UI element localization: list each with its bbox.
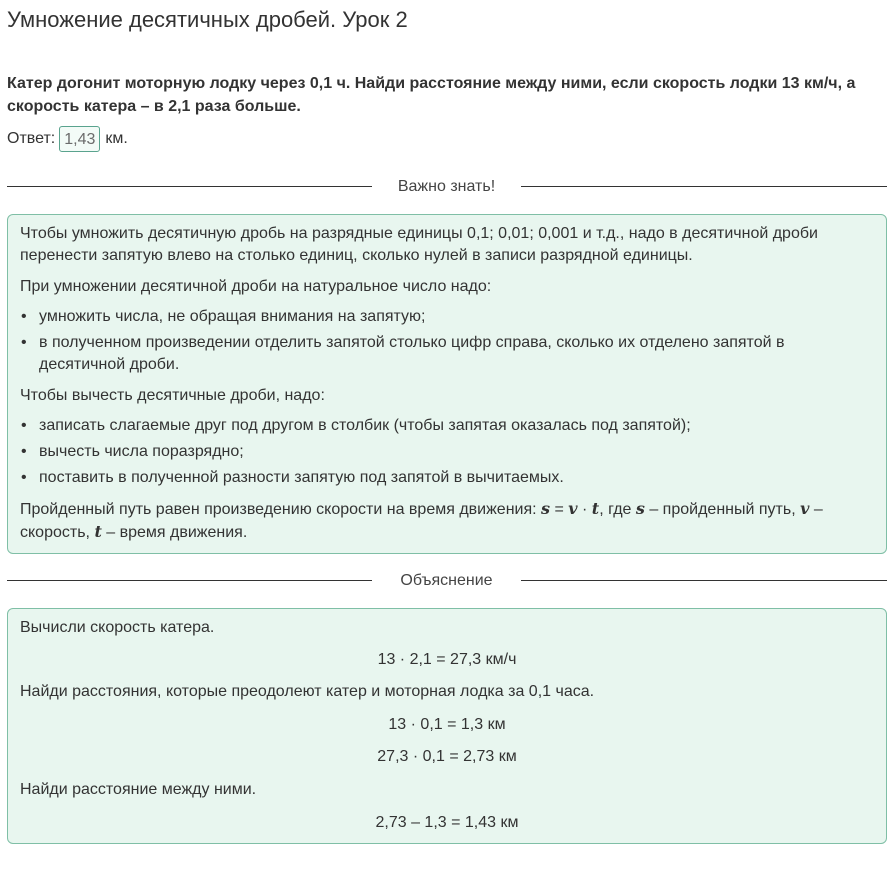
var-t: t <box>94 522 102 541</box>
important-paragraph-4 <box>20 498 874 544</box>
important-paragraph-1: Чтобы умножить десятичную дробь на разрядные единицы 0,1; 0,01; 0,001 и т.д., надо в десятичной дроби перенести запятую влево на столько единиц, сколько нулей в записи разрядной единицы. <box>20 225 818 264</box>
list-item: • в полученном произведении отделить запятой столько цифр справа, сколько их отделено запятой в десятичной дроби. <box>20 332 874 376</box>
divider-line-left <box>7 186 372 187</box>
formula-dot: · <box>577 501 592 518</box>
explanation-step-1: Вычисли скорость катера. <box>20 619 215 636</box>
explanation-step-2: Найди расстояния, которые преодолеют катер и моторная лодка за 0,1 часа. <box>20 683 595 700</box>
explanation-step-3: Найди расстояние между ними. <box>20 781 257 798</box>
subtract-rules-list <box>20 415 874 489</box>
explanation-heading: Объяснение <box>400 572 493 589</box>
important-heading: Важно знать! <box>397 178 496 195</box>
explanation-panel <box>7 608 887 844</box>
formula-text-2: – пройденный путь, <box>644 501 801 518</box>
task-text: Катер догонит моторную лодку через 0,1 ч. Найди расстояние между ними, если скорость лодки 13 км/ч, а скорость катера – в 2,1 раза больше. <box>7 75 856 115</box>
multiply-rules-list <box>20 306 874 376</box>
equation-speed: 13 · 2,1 = 27,3 км/ч <box>377 651 517 668</box>
formula-text-1: , где <box>599 501 636 518</box>
formula-s: s <box>541 499 551 518</box>
list-item: • записать слагаемые друг под другом в столбик (чтобы запятая оказалась под запятой); <box>20 415 874 437</box>
explanation-divider <box>7 571 887 591</box>
formula-intro: Пройденный путь равен произведению скорости на время движения: <box>20 501 542 518</box>
divider-line-right <box>521 186 887 187</box>
var-v: v <box>800 499 810 518</box>
answer-unit: км. <box>105 130 128 147</box>
list-item: • умножить числа, не обращая внимания на запятую; <box>20 306 874 328</box>
formula-text-4: – время движения. <box>101 524 248 541</box>
formula-t: t <box>591 499 600 518</box>
equation-final: 2,73 – 1,3 = 1,43 км <box>375 814 519 831</box>
answer-input[interactable]: 1,43 <box>59 126 100 152</box>
answer-row <box>7 124 128 154</box>
var-s: s <box>635 499 645 518</box>
important-paragraph-2: При умножении десятичной дроби на натуральное число надо: <box>20 278 492 295</box>
important-paragraph-3: Чтобы вычесть десятичные дроби, надо: <box>20 387 325 404</box>
list-item: • поставить в полученной разности запятую под запятой в вычитаемых. <box>20 467 874 489</box>
formula-eq: = <box>550 501 569 518</box>
divider-line-right <box>521 580 887 581</box>
equation-boat-distance: 13 · 0,1 = 1,3 км <box>388 716 506 733</box>
divider-line-left <box>7 580 372 581</box>
important-divider <box>7 177 887 197</box>
formula-text-3: – скорость, <box>20 501 823 541</box>
lesson-title: Умножение десятичных дробей. Урок 2 <box>7 7 408 32</box>
important-panel <box>7 214 887 554</box>
formula-v: v <box>568 499 578 518</box>
equation-launch-distance: 27,3 · 0,1 = 2,73 км <box>377 748 517 765</box>
answer-label: Ответ: <box>7 130 56 147</box>
list-item: • вычесть числа поразрядно; <box>20 441 874 463</box>
